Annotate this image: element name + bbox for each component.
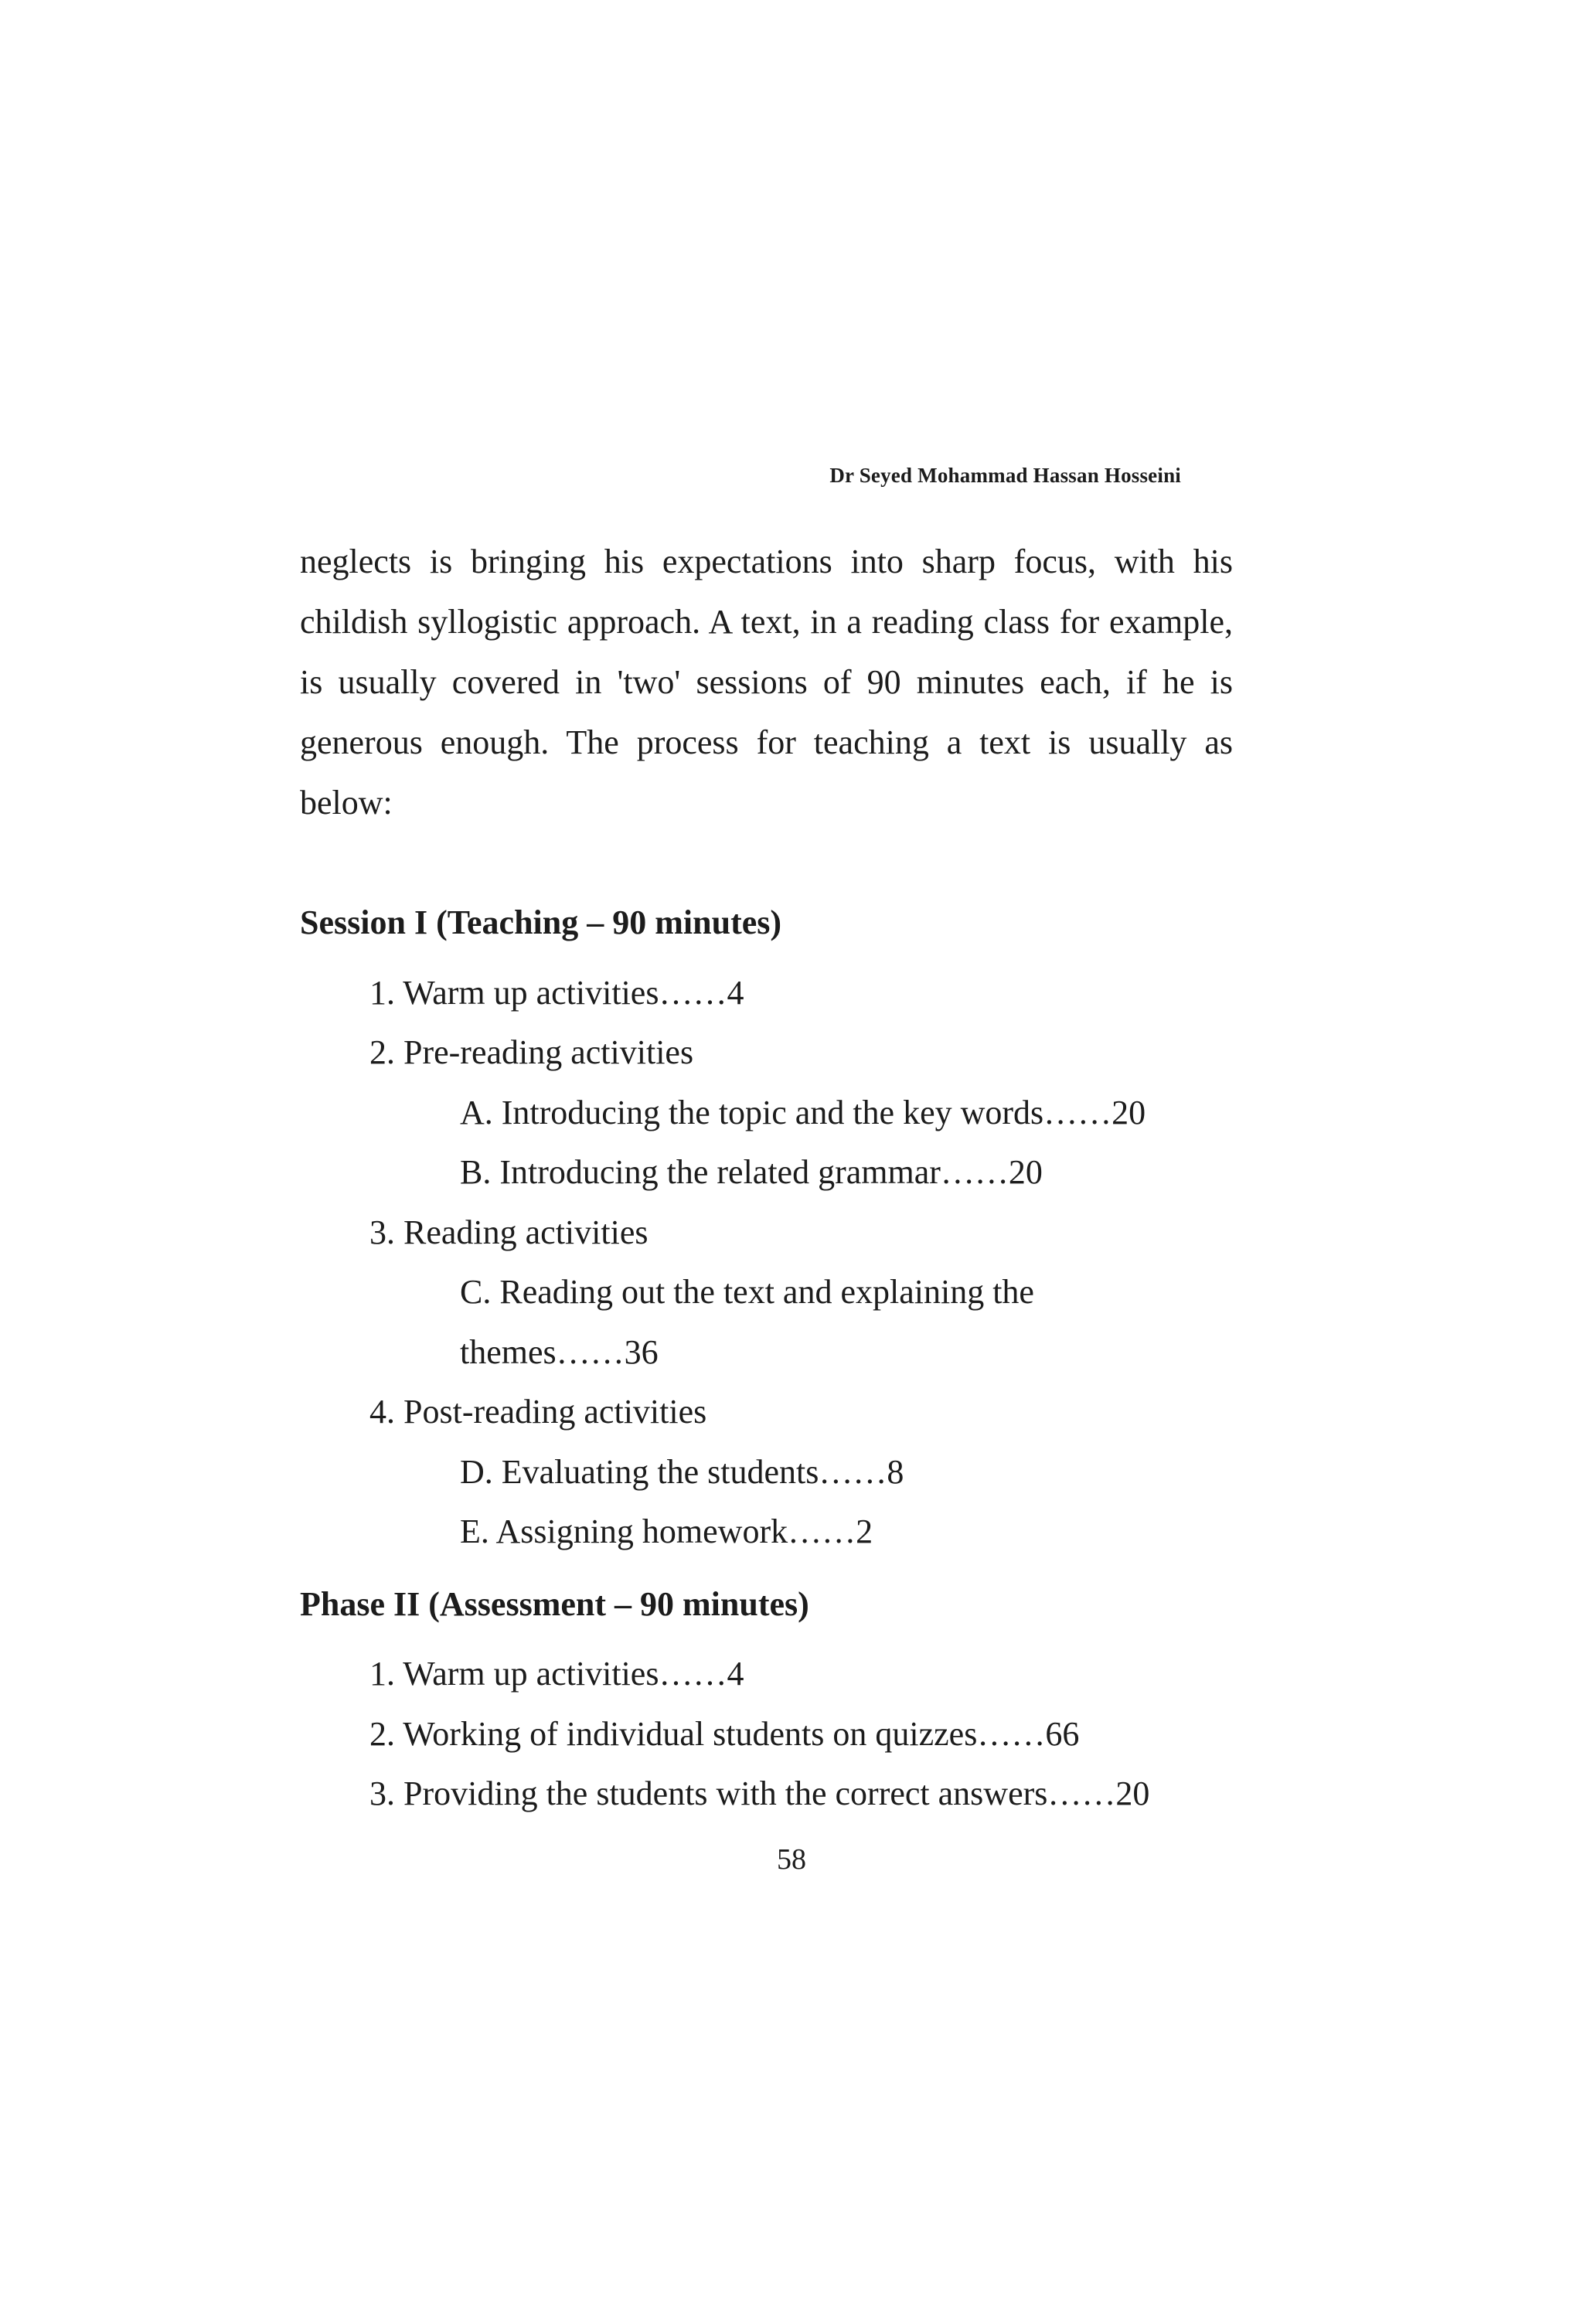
list-item: 3. Reading activities [369,1213,649,1251]
list-item: 3. Providing the students with the correct answers……20 [369,1774,1150,1812]
list-subitem: C. Reading out the text and explaining the [460,1273,1034,1311]
list-subitem: A. Introducing the topic and the key words……20 [460,1094,1146,1131]
page-number: 58 [777,1843,806,1876]
list-item: 2. Working of individual students on quizzes……66 [369,1715,1080,1753]
list-item: 1. Warm up activities……4 [369,1655,744,1693]
list-subitem: D. Evaluating the students……8 [460,1453,904,1491]
phase-heading: Phase II (Assessment – 90 minutes) [300,1585,809,1623]
list-item: 4. Post-reading activities [369,1393,707,1431]
list-subitem: E. Assigning homework……2 [460,1512,873,1550]
body-paragraph: neglects is bringing his expectations into sharp focus, with his childish syllogistic approach. A text, in a reading class for example, is usually covered in 'two' sessions of 90 minutes each, if he is generous enough. The process for teaching a text is usually as below: [300,543,1233,822]
running-head: Dr Seyed Mohammad Hassan Hosseini [829,464,1181,487]
list-subitem-continued: themes……36 [460,1333,659,1371]
list-item: 2. Pre-reading activities [369,1033,694,1071]
list-subitem: B. Introducing the related grammar……20 [460,1153,1043,1191]
session-heading: Session I (Teaching – 90 minutes) [300,903,782,941]
list-item: 1. Warm up activities……4 [369,974,744,1012]
